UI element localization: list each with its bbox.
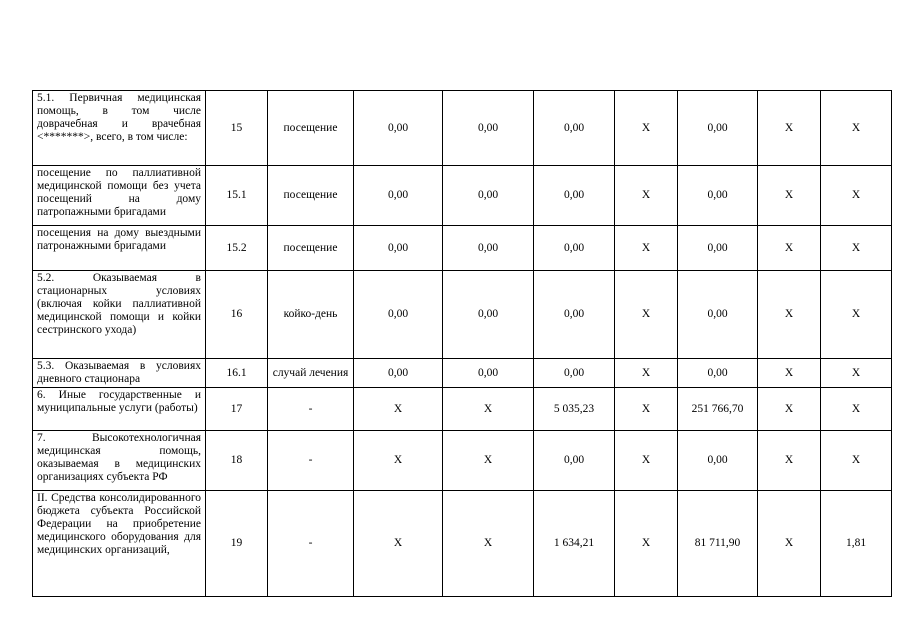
row-number-cell: 18 bbox=[206, 431, 268, 491]
row-name: II. Средства консолидированного бюджета субъекта Российской Федерации на приобретение медицинского оборудования для медицинских организаций, bbox=[37, 492, 201, 556]
col-value-7-cell: X bbox=[821, 271, 892, 359]
row-name: 5.1. Первичная медицинская помощь, в том числе доврачебная и врачебная <*******>, всего, в том числе: bbox=[37, 92, 201, 143]
col-value-6-cell: X bbox=[758, 166, 821, 226]
col-value-3-cell: 0,00 bbox=[534, 166, 615, 226]
unit-cell: койко-день bbox=[268, 271, 354, 359]
row-name: 6. Иные государственные и муниципальные услуги (работы) bbox=[37, 389, 201, 414]
col-value-1-cell: 0,00 bbox=[354, 271, 443, 359]
table-row bbox=[33, 388, 892, 431]
row-name-cell bbox=[33, 359, 206, 388]
col-value-7-cell: X bbox=[821, 91, 892, 166]
col-value-4-cell: X bbox=[615, 388, 678, 431]
col-value-6-cell: X bbox=[758, 91, 821, 166]
col-value-6-cell: X bbox=[758, 431, 821, 491]
col-value-3-cell: 0,00 bbox=[534, 359, 615, 388]
row-name: 5.2. Оказываемая в стационарных условиях (включая койки паллиативной медицинской помощи и койки сестринского ухода) bbox=[37, 272, 201, 336]
col-value-2-cell: 0,00 bbox=[443, 359, 534, 388]
col-value-1-cell: 0,00 bbox=[354, 226, 443, 271]
col-value-1-cell: X bbox=[354, 388, 443, 431]
col-value-4-cell: X bbox=[615, 359, 678, 388]
row-name: посещения на дому выездными патронажными бригадами bbox=[37, 227, 201, 252]
row-number-cell: 16.1 bbox=[206, 359, 268, 388]
unit-cell: посещение bbox=[268, 91, 354, 166]
col-value-5-cell: 81 711,90 bbox=[678, 491, 758, 597]
unit-cell: посещение bbox=[268, 166, 354, 226]
col-value-6-cell: X bbox=[758, 359, 821, 388]
col-value-7-cell: X bbox=[821, 226, 892, 271]
col-value-5-cell: 0,00 bbox=[678, 271, 758, 359]
col-value-7-cell: 1,81 bbox=[821, 491, 892, 597]
col-value-5-cell: 0,00 bbox=[678, 431, 758, 491]
row-name-cell bbox=[33, 271, 206, 359]
col-value-3-cell: 0,00 bbox=[534, 271, 615, 359]
row-name-cell bbox=[33, 226, 206, 271]
col-value-2-cell: X bbox=[443, 431, 534, 491]
row-name-cell bbox=[33, 431, 206, 491]
col-value-2-cell: 0,00 bbox=[443, 226, 534, 271]
row-name: посещение по паллиативной медицинской помощи без учета посещений на дому патропажными бригадами bbox=[37, 167, 201, 218]
table-row bbox=[33, 91, 892, 166]
table-row bbox=[33, 431, 892, 491]
table-row bbox=[33, 166, 892, 226]
col-value-4-cell: X bbox=[615, 431, 678, 491]
col-value-6-cell: X bbox=[758, 226, 821, 271]
col-value-1-cell: X bbox=[354, 491, 443, 597]
unit-cell: - bbox=[268, 431, 354, 491]
col-value-6-cell: X bbox=[758, 388, 821, 431]
col-value-2-cell: 0,00 bbox=[443, 91, 534, 166]
unit-cell: посещение bbox=[268, 226, 354, 271]
col-value-3-cell: 0,00 bbox=[534, 431, 615, 491]
financing-table bbox=[32, 90, 892, 597]
col-value-4-cell: X bbox=[615, 166, 678, 226]
row-number-cell: 19 bbox=[206, 491, 268, 597]
col-value-3-cell: 5 035,23 bbox=[534, 388, 615, 431]
table-row bbox=[33, 491, 892, 597]
col-value-7-cell: X bbox=[821, 359, 892, 388]
row-name: 5.3. Оказываемая в условиях дневного стационара bbox=[37, 360, 201, 385]
col-value-3-cell: 0,00 bbox=[534, 91, 615, 166]
col-value-4-cell: X bbox=[615, 491, 678, 597]
col-value-5-cell: 251 766,70 bbox=[678, 388, 758, 431]
col-value-3-cell: 0,00 bbox=[534, 226, 615, 271]
col-value-6-cell: X bbox=[758, 491, 821, 597]
row-name-cell bbox=[33, 166, 206, 226]
col-value-2-cell: X bbox=[443, 388, 534, 431]
unit-cell: - bbox=[268, 388, 354, 431]
col-value-1-cell: 0,00 bbox=[354, 166, 443, 226]
col-value-2-cell: 0,00 bbox=[443, 166, 534, 226]
row-name-cell bbox=[33, 91, 206, 166]
unit-cell: случай лечения bbox=[268, 359, 354, 388]
row-number-cell: 16 bbox=[206, 271, 268, 359]
col-value-7-cell: X bbox=[821, 431, 892, 491]
table-row bbox=[33, 226, 892, 271]
row-name-cell bbox=[33, 491, 206, 597]
col-value-7-cell: X bbox=[821, 166, 892, 226]
table-body bbox=[33, 91, 892, 597]
col-value-7-cell: X bbox=[821, 388, 892, 431]
col-value-6-cell: X bbox=[758, 271, 821, 359]
col-value-1-cell: X bbox=[354, 431, 443, 491]
row-number-cell: 15.2 bbox=[206, 226, 268, 271]
table-row bbox=[33, 271, 892, 359]
col-value-5-cell: 0,00 bbox=[678, 91, 758, 166]
row-number-cell: 15.1 bbox=[206, 166, 268, 226]
col-value-5-cell: 0,00 bbox=[678, 359, 758, 388]
col-value-4-cell: X bbox=[615, 271, 678, 359]
col-value-1-cell: 0,00 bbox=[354, 91, 443, 166]
row-name-cell bbox=[33, 388, 206, 431]
table-row bbox=[33, 359, 892, 388]
col-value-5-cell: 0,00 bbox=[678, 166, 758, 226]
col-value-3-cell: 1 634,21 bbox=[534, 491, 615, 597]
col-value-4-cell: X bbox=[615, 226, 678, 271]
col-value-2-cell: X bbox=[443, 491, 534, 597]
col-value-2-cell: 0,00 bbox=[443, 271, 534, 359]
col-value-1-cell: 0,00 bbox=[354, 359, 443, 388]
col-value-5-cell: 0,00 bbox=[678, 226, 758, 271]
row-number-cell: 17 bbox=[206, 388, 268, 431]
col-value-4-cell: X bbox=[615, 91, 678, 166]
row-number-cell: 15 bbox=[206, 91, 268, 166]
unit-cell: - bbox=[268, 491, 354, 597]
row-name: 7. Высокотехнологичная медицинская помощь, оказываемая в медицинских организациях субъекта РФ bbox=[37, 432, 201, 483]
